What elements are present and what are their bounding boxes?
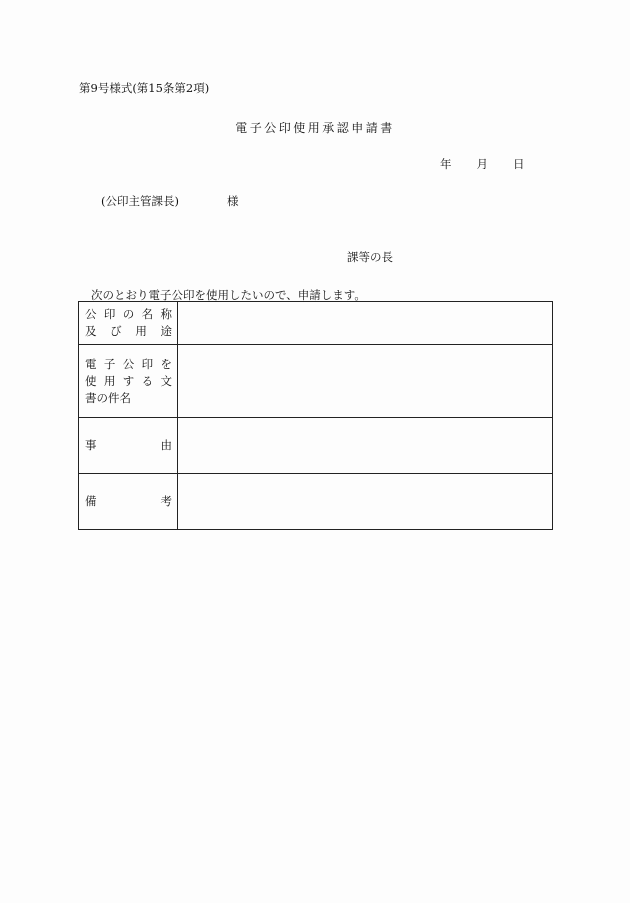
field-seal-name-purpose[interactable]: [178, 302, 553, 345]
form-number: 第9号様式(第15条第2項): [79, 81, 210, 95]
table-row: [79, 418, 553, 474]
label-line-2: 使 用 す る 文: [85, 373, 172, 388]
label-reason-text: 事 由: [85, 438, 172, 452]
addressee-honorific: 様: [226, 194, 239, 208]
applicant: 課等の長: [347, 250, 393, 264]
table-row: [79, 302, 553, 345]
label-seal-name-purpose: [79, 302, 178, 345]
label-remarks-text: 備 考: [85, 494, 172, 508]
label-line-1: 電 子 公 印 を: [85, 356, 172, 371]
date-line: [440, 156, 525, 172]
field-remarks[interactable]: [178, 474, 553, 530]
label-remarks: [79, 474, 178, 530]
label-document-subject: [79, 345, 178, 418]
document-title: 電子公印使用承認申請書: [235, 121, 395, 135]
label-line-2: 及 び 用 途: [85, 324, 172, 338]
table-row: [79, 345, 553, 418]
label-line-1: 公 印 の 名 称: [85, 307, 172, 321]
date-day: 日: [513, 157, 525, 171]
date-month: 月: [476, 157, 488, 171]
date-year: 年: [440, 157, 452, 171]
table-row: [79, 474, 553, 530]
addressee: [101, 193, 238, 209]
label-line-3: 書の件名: [85, 390, 131, 405]
field-document-subject[interactable]: [178, 345, 553, 418]
intro-text: 次のとおり電子公印を使用したいので、申請します。: [91, 288, 366, 302]
addressee-name: (公印主管課長): [101, 194, 179, 208]
application-table: [78, 301, 553, 530]
field-reason[interactable]: [178, 418, 553, 474]
label-reason: [79, 418, 178, 474]
